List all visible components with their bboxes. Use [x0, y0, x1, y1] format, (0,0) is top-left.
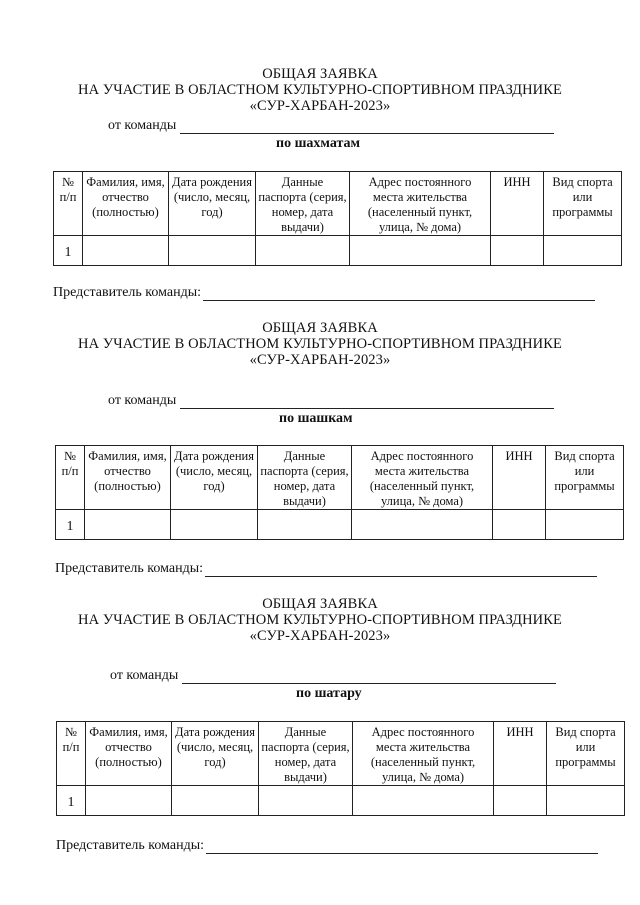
title-line-3: «СУР-ХАРБАН-2023» [249, 98, 391, 114]
from-team-field[interactable] [180, 394, 554, 409]
header-birthdate: Дата рождения (число, месяц, год) [169, 172, 256, 236]
form-1-table [53, 171, 622, 266]
form-3-from-team [110, 668, 556, 684]
cell-fio[interactable] [85, 510, 171, 540]
cell-sport[interactable] [544, 236, 622, 266]
representative-field[interactable] [203, 286, 595, 301]
cell-inn[interactable] [494, 786, 547, 816]
header-address: Адрес постоянного места жительства (населенный пункт, улица, № дома) [353, 722, 494, 786]
cell-birthdate[interactable] [172, 786, 259, 816]
form-2-title [0, 320, 640, 368]
from-team-label: от команды [110, 668, 179, 683]
from-team-field[interactable] [180, 119, 554, 134]
form-1-representative [53, 285, 595, 301]
cell-address[interactable] [353, 786, 494, 816]
header-fio: Фамилия, имя, отчество (полностью) [83, 172, 169, 236]
title-line-1: ОБЩАЯ ЗАЯВКА [262, 596, 378, 612]
table-row [57, 786, 625, 816]
cell-address[interactable] [350, 236, 491, 266]
header-fio: Фамилия, имя, отчество (полностью) [85, 446, 171, 510]
form-1-from-team [108, 118, 554, 134]
cell-birthdate[interactable] [171, 510, 258, 540]
header-num: № п/п [54, 172, 83, 236]
header-num: № п/п [56, 446, 85, 510]
title-line-2: НА УЧАСТИЕ В ОБЛАСТНОМ КУЛЬТУРНО-СПОРТИВНОМ ПРАЗДНИКЕ [78, 612, 562, 628]
header-birthdate: Дата рождения (число, месяц, год) [172, 722, 259, 786]
representative-label: Представитель команды: [56, 838, 204, 853]
form-1-sport: по шахматам [276, 136, 361, 151]
from-team-label: от команды [108, 118, 177, 133]
cell-passport[interactable] [259, 786, 353, 816]
cell-address[interactable] [352, 510, 493, 540]
title-line-2: НА УЧАСТИЕ В ОБЛАСТНОМ КУЛЬТУРНО-СПОРТИВНОМ ПРАЗДНИКЕ [78, 336, 562, 352]
cell-birthdate[interactable] [169, 236, 256, 266]
form-2-from-team [108, 393, 554, 409]
header-inn: ИНН [491, 172, 544, 236]
table-header-row [57, 722, 625, 786]
cell-inn[interactable] [493, 510, 546, 540]
form-2-representative [55, 561, 597, 577]
table-header-row [56, 446, 624, 510]
title-line-1: ОБЩАЯ ЗАЯВКА [262, 66, 378, 82]
cell-num: 1 [56, 510, 85, 540]
cell-passport[interactable] [256, 236, 350, 266]
header-passport: Данные паспорта (серия, номер, дата выдачи) [256, 172, 350, 236]
title-line-2: НА УЧАСТИЕ В ОБЛАСТНОМ КУЛЬТУРНО-СПОРТИВНОМ ПРАЗДНИКЕ [78, 82, 562, 98]
cell-inn[interactable] [491, 236, 544, 266]
table-header-row [54, 172, 622, 236]
from-team-label: от команды [108, 393, 177, 408]
representative-field[interactable] [205, 562, 597, 577]
representative-label: Представитель команды: [55, 561, 203, 576]
cell-sport[interactable] [547, 786, 625, 816]
cell-sport[interactable] [546, 510, 624, 540]
form-3-sport: по шатару [296, 686, 362, 701]
cell-fio[interactable] [83, 236, 169, 266]
form-3-representative [56, 838, 598, 854]
cell-num: 1 [54, 236, 83, 266]
header-birthdate: Дата рождения (число, месяц, год) [171, 446, 258, 510]
representative-field[interactable] [206, 839, 598, 854]
header-inn: ИНН [494, 722, 547, 786]
header-sport: Вид спорта или программы [547, 722, 625, 786]
cell-fio[interactable] [86, 786, 172, 816]
header-address: Адрес постоянного места жительства (населенный пункт, улица, № дома) [352, 446, 493, 510]
header-address: Адрес постоянного места жительства (населенный пункт, улица, № дома) [350, 172, 491, 236]
form-2-sport: по шашкам [279, 411, 353, 426]
header-passport: Данные паспорта (серия, номер, дата выдачи) [258, 446, 352, 510]
form-3-title [0, 596, 640, 644]
cell-num: 1 [57, 786, 86, 816]
title-line-1: ОБЩАЯ ЗАЯВКА [262, 320, 378, 336]
form-2-table [55, 445, 624, 540]
header-fio: Фамилия, имя, отчество (полностью) [86, 722, 172, 786]
form-1-title [0, 66, 640, 114]
title-line-3: «СУР-ХАРБАН-2023» [249, 352, 391, 368]
title-line-3: «СУР-ХАРБАН-2023» [249, 628, 391, 644]
header-num: № п/п [57, 722, 86, 786]
header-sport: Вид спорта или программы [546, 446, 624, 510]
header-sport: Вид спорта или программы [544, 172, 622, 236]
cell-passport[interactable] [258, 510, 352, 540]
form-3-table [56, 721, 625, 816]
from-team-field[interactable] [182, 669, 556, 684]
table-row [54, 236, 622, 266]
representative-label: Представитель команды: [53, 285, 201, 300]
header-inn: ИНН [493, 446, 546, 510]
header-passport: Данные паспорта (серия, номер, дата выдачи) [259, 722, 353, 786]
table-row [56, 510, 624, 540]
